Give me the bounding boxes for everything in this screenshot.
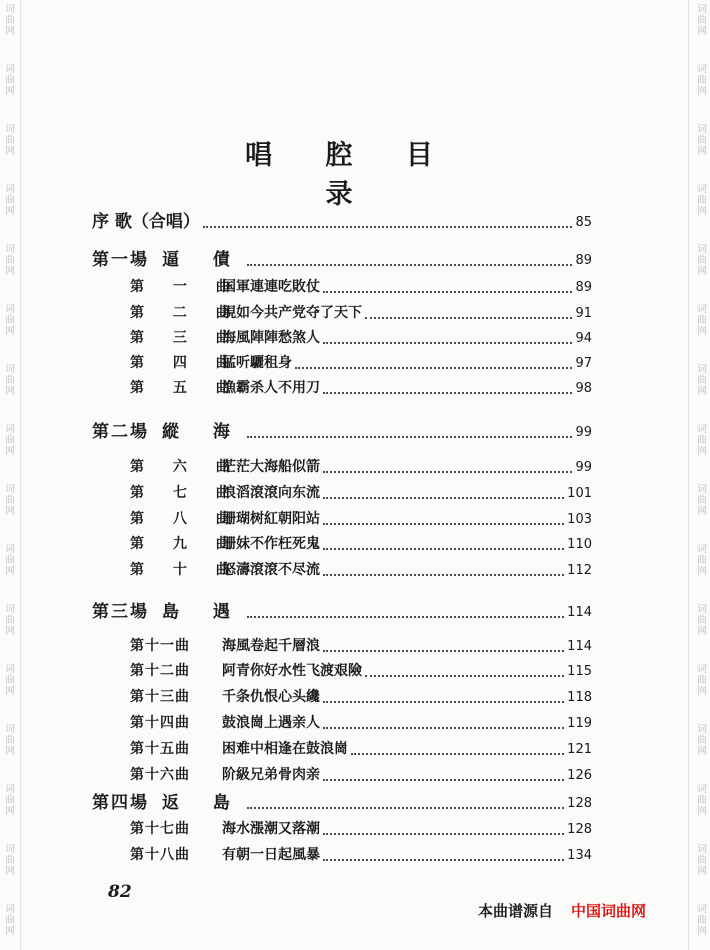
watermark-glyph: 网 bbox=[5, 386, 15, 397]
watermark-glyph: 网 bbox=[697, 86, 707, 97]
song-number: 第 六 曲 bbox=[130, 459, 242, 475]
watermark-glyph: 网 bbox=[697, 746, 707, 757]
watermark-glyph: 曲 bbox=[697, 615, 707, 626]
leader-dots bbox=[365, 675, 564, 677]
watermark-glyphs bbox=[2, 844, 18, 877]
watermark-glyph: 词 bbox=[697, 544, 707, 555]
song-title: 海風卷起千層浪 bbox=[222, 638, 320, 654]
song-title: 珊妹不作枉死鬼 bbox=[222, 536, 320, 552]
watermark-glyphs bbox=[2, 304, 18, 337]
watermark-glyph: 词 bbox=[5, 424, 15, 435]
watermark-glyph: 曲 bbox=[697, 75, 707, 86]
leader-dots bbox=[323, 523, 564, 525]
toc-scene-1 bbox=[92, 248, 592, 270]
watermark-glyphs bbox=[2, 604, 18, 637]
watermark-glyph: 词 bbox=[5, 4, 15, 15]
watermark-glyph: 词 bbox=[5, 184, 15, 195]
leader-dots bbox=[351, 753, 564, 755]
song-title: 国軍連連吃敗仗 bbox=[222, 279, 320, 295]
watermark-glyph: 网 bbox=[5, 866, 15, 877]
page-ref: 114 bbox=[567, 639, 592, 654]
watermark-glyph: 网 bbox=[697, 506, 707, 517]
page-ref: 134 bbox=[567, 848, 592, 863]
leader-dots bbox=[247, 264, 573, 266]
watermark-glyphs bbox=[694, 544, 710, 577]
leader-dots bbox=[323, 833, 564, 835]
watermark-glyph: 曲 bbox=[5, 555, 15, 566]
song-number: 第 四 曲 bbox=[130, 355, 242, 371]
watermark-glyphs bbox=[2, 424, 18, 457]
watermark-glyph: 曲 bbox=[697, 855, 707, 866]
scene-name: 島 遇 bbox=[162, 602, 244, 622]
page-ref: 99 bbox=[575, 460, 592, 475]
toc-song bbox=[130, 376, 592, 398]
song-number: 第 三 曲 bbox=[130, 330, 242, 346]
leader-dots bbox=[323, 291, 572, 293]
song-number: 第 八 曲 bbox=[130, 511, 242, 527]
song-title: 現如今共产党夺了天下 bbox=[222, 305, 362, 321]
watermark-glyph: 曲 bbox=[5, 675, 15, 686]
song-title: 浪滔滾滾向东流 bbox=[222, 485, 320, 501]
leader-dots bbox=[323, 471, 572, 473]
watermark-glyph: 词 bbox=[5, 844, 15, 855]
song-number: 第 一 曲 bbox=[130, 279, 242, 295]
toc-entry-prelude bbox=[92, 210, 592, 232]
watermark-glyph: 词 bbox=[697, 424, 707, 435]
right-margin-line bbox=[688, 0, 689, 950]
page-ref: 119 bbox=[567, 716, 592, 731]
page-ref: 115 bbox=[567, 664, 592, 679]
leader-dots bbox=[365, 317, 572, 319]
watermark-glyphs bbox=[694, 64, 710, 97]
page-ref: 97 bbox=[575, 356, 592, 371]
toc-scene-2 bbox=[92, 420, 592, 442]
watermark-glyphs bbox=[694, 784, 710, 817]
watermark-glyph: 网 bbox=[5, 926, 15, 937]
toc-song bbox=[130, 817, 592, 839]
watermark-glyph: 词 bbox=[697, 184, 707, 195]
watermark-glyph: 词 bbox=[5, 724, 15, 735]
leader-dots bbox=[323, 727, 564, 729]
song-title: 鼓浪崗上遇亲人 bbox=[222, 715, 320, 731]
watermark-glyph: 曲 bbox=[697, 435, 707, 446]
page-ref: 118 bbox=[567, 690, 592, 705]
watermark-glyphs bbox=[2, 184, 18, 217]
watermark-glyph: 网 bbox=[697, 206, 707, 217]
watermark-glyph: 词 bbox=[697, 304, 707, 315]
watermark-glyph: 网 bbox=[5, 746, 15, 757]
toc-song bbox=[130, 275, 592, 297]
page-ref: 89 bbox=[575, 253, 592, 268]
page-ref: 114 bbox=[567, 605, 592, 620]
watermark-glyphs bbox=[2, 544, 18, 577]
song-number: 第 十 曲 bbox=[130, 562, 242, 578]
page-ref: 128 bbox=[567, 796, 592, 811]
toc-scene-4 bbox=[92, 791, 592, 813]
watermark-glyph: 词 bbox=[697, 904, 707, 915]
watermark-glyphs bbox=[694, 844, 710, 877]
toc-scene-3 bbox=[92, 600, 592, 622]
leader-dots bbox=[323, 701, 564, 703]
watermark-glyph: 网 bbox=[697, 926, 707, 937]
right-watermark-column bbox=[694, 0, 710, 950]
scene-name: 縱 海 bbox=[162, 422, 244, 442]
watermark-glyphs bbox=[2, 904, 18, 937]
watermark-glyph: 曲 bbox=[697, 375, 707, 386]
left-watermark-column bbox=[2, 0, 18, 950]
page-ref: 91 bbox=[575, 306, 592, 321]
watermark-glyph: 词 bbox=[697, 64, 707, 75]
footer-credit bbox=[478, 900, 646, 921]
watermark-glyph: 词 bbox=[697, 664, 707, 675]
watermark-glyph: 网 bbox=[5, 326, 15, 337]
watermark-glyph: 词 bbox=[5, 64, 15, 75]
watermark-glyphs bbox=[694, 184, 710, 217]
watermark-glyph: 网 bbox=[697, 386, 707, 397]
leader-dots bbox=[323, 342, 572, 344]
watermark-glyph: 网 bbox=[5, 566, 15, 577]
song-number: 第十二曲 bbox=[130, 663, 190, 679]
watermark-glyph: 词 bbox=[5, 784, 15, 795]
watermark-glyphs bbox=[694, 904, 710, 937]
watermark-glyph: 词 bbox=[697, 604, 707, 615]
watermark-glyphs bbox=[2, 4, 18, 37]
scene-number: 第四場 bbox=[92, 793, 149, 813]
leader-dots bbox=[323, 779, 564, 781]
page-ref: 89 bbox=[575, 280, 592, 295]
toc-song bbox=[130, 301, 592, 323]
page-ref: 99 bbox=[575, 425, 592, 440]
scene-name: 逼 債 bbox=[162, 250, 244, 270]
page-ref: 94 bbox=[575, 331, 592, 346]
watermark-glyph: 网 bbox=[697, 326, 707, 337]
song-title: 茫茫大海船似箭 bbox=[222, 459, 320, 475]
watermark-glyphs bbox=[694, 304, 710, 337]
watermark-glyphs bbox=[694, 124, 710, 157]
watermark-glyph: 词 bbox=[697, 4, 707, 15]
watermark-glyph: 词 bbox=[5, 304, 15, 315]
leader-dots bbox=[247, 616, 564, 618]
toc-song bbox=[130, 737, 592, 759]
watermark-glyph: 曲 bbox=[697, 915, 707, 926]
toc-song bbox=[130, 558, 592, 580]
toc-song bbox=[130, 634, 592, 656]
watermark-glyphs bbox=[2, 124, 18, 157]
scene-number: 第一場 bbox=[92, 250, 149, 270]
song-number: 第 七 曲 bbox=[130, 485, 242, 501]
song-number: 第十三曲 bbox=[130, 689, 190, 705]
scene-number: 第二場 bbox=[92, 422, 149, 442]
watermark-glyph: 网 bbox=[5, 626, 15, 637]
watermark-glyph: 网 bbox=[5, 686, 15, 697]
watermark-glyph: 词 bbox=[5, 484, 15, 495]
song-number: 第 九 曲 bbox=[130, 536, 242, 552]
song-number: 第十八曲 bbox=[130, 847, 190, 863]
watermark-glyph: 曲 bbox=[697, 15, 707, 26]
song-number: 第 二 曲 bbox=[130, 305, 242, 321]
leader-dots bbox=[323, 859, 564, 861]
page-ref: 98 bbox=[575, 381, 592, 396]
watermark-glyph: 曲 bbox=[5, 255, 15, 266]
watermark-glyph: 词 bbox=[697, 484, 707, 495]
song-title: 海風陣陣愁煞人 bbox=[222, 330, 320, 346]
watermark-glyphs bbox=[694, 424, 710, 457]
watermark-glyph: 曲 bbox=[5, 915, 15, 926]
watermark-glyph: 曲 bbox=[5, 795, 15, 806]
left-margin-line bbox=[20, 0, 21, 950]
watermark-glyphs bbox=[694, 4, 710, 37]
page-ref: 112 bbox=[567, 563, 592, 578]
watermark-glyph: 词 bbox=[697, 724, 707, 735]
watermark-glyphs bbox=[694, 244, 710, 277]
watermark-glyph: 曲 bbox=[697, 555, 707, 566]
watermark-glyph: 曲 bbox=[5, 735, 15, 746]
toc-song bbox=[130, 659, 592, 681]
watermark-glyphs bbox=[694, 364, 710, 397]
watermark-glyph: 曲 bbox=[697, 255, 707, 266]
watermark-glyph: 曲 bbox=[5, 375, 15, 386]
watermark-glyph: 曲 bbox=[5, 615, 15, 626]
song-number: 第 五 曲 bbox=[130, 380, 242, 396]
toc-song bbox=[130, 351, 592, 373]
watermark-glyph: 曲 bbox=[5, 135, 15, 146]
watermark-glyph: 词 bbox=[5, 904, 15, 915]
song-number: 第十四曲 bbox=[130, 715, 190, 731]
page-ref: 85 bbox=[575, 215, 592, 230]
song-title: 阿青你好水性飞渡艰險 bbox=[222, 663, 362, 679]
watermark-glyph: 词 bbox=[5, 244, 15, 255]
watermark-glyph: 曲 bbox=[5, 855, 15, 866]
watermark-glyph: 网 bbox=[697, 866, 707, 877]
song-number: 第十七曲 bbox=[130, 821, 190, 837]
song-title: 有朝一日起風暴 bbox=[222, 847, 320, 863]
song-title: 珊瑚树紅朝阳站 bbox=[222, 511, 320, 527]
watermark-glyph: 曲 bbox=[5, 195, 15, 206]
watermark-glyph: 曲 bbox=[5, 15, 15, 26]
watermark-glyph: 曲 bbox=[5, 495, 15, 506]
watermark-glyphs bbox=[694, 604, 710, 637]
watermark-glyph: 词 bbox=[697, 844, 707, 855]
watermark-glyph: 网 bbox=[697, 566, 707, 577]
toc-song bbox=[130, 763, 592, 785]
scene-name: 返 島 bbox=[162, 793, 244, 813]
watermark-glyph: 词 bbox=[697, 364, 707, 375]
page-ref: 110 bbox=[567, 537, 592, 552]
page-ref: 121 bbox=[567, 742, 592, 757]
watermark-glyph: 网 bbox=[5, 86, 15, 97]
toc-song bbox=[130, 455, 592, 477]
watermark-glyph: 词 bbox=[697, 784, 707, 795]
watermark-glyph: 曲 bbox=[697, 735, 707, 746]
watermark-glyph: 网 bbox=[5, 806, 15, 817]
song-number: 第十五曲 bbox=[130, 741, 190, 757]
toc-song bbox=[130, 507, 592, 529]
watermark-glyph: 曲 bbox=[697, 315, 707, 326]
watermark-glyph: 网 bbox=[697, 686, 707, 697]
page-ref: 128 bbox=[567, 822, 592, 837]
toc-song bbox=[130, 843, 592, 865]
song-number: 第十一曲 bbox=[130, 638, 190, 654]
leader-dots bbox=[323, 392, 572, 394]
toc-song bbox=[130, 532, 592, 554]
watermark-glyph: 词 bbox=[5, 604, 15, 615]
watermark-glyph: 词 bbox=[5, 664, 15, 675]
prelude-label: 序 歌（合唱） bbox=[92, 212, 200, 232]
leader-dots bbox=[247, 807, 564, 809]
toc-song bbox=[130, 711, 592, 733]
page-ref: 103 bbox=[567, 512, 592, 527]
site-name-link[interactable]: 中国词曲网 bbox=[571, 902, 647, 920]
leader-dots bbox=[295, 367, 572, 369]
leader-dots bbox=[323, 650, 564, 652]
song-title: 千条仇恨心头纔 bbox=[222, 689, 320, 705]
watermark-glyph: 网 bbox=[697, 446, 707, 457]
toc-song bbox=[130, 481, 592, 503]
watermark-glyph: 网 bbox=[5, 506, 15, 517]
source-label: 本曲谱源自 bbox=[478, 902, 554, 920]
watermark-glyph: 网 bbox=[5, 146, 15, 157]
watermark-glyph: 网 bbox=[5, 206, 15, 217]
watermark-glyph: 网 bbox=[5, 26, 15, 37]
song-title: 困难中相逢在鼓浪崗 bbox=[222, 741, 348, 757]
toc-song bbox=[130, 326, 592, 348]
leader-dots bbox=[247, 436, 573, 438]
song-title: 阶級兄弟骨肉亲 bbox=[222, 767, 320, 783]
watermark-glyph: 曲 bbox=[697, 195, 707, 206]
watermark-glyphs bbox=[694, 724, 710, 757]
watermark-glyphs bbox=[2, 64, 18, 97]
watermark-glyphs bbox=[694, 664, 710, 697]
leader-dots bbox=[203, 226, 573, 228]
watermark-glyphs bbox=[2, 364, 18, 397]
toc-song bbox=[130, 685, 592, 707]
watermark-glyphs bbox=[2, 664, 18, 697]
page-title: 唱 腔 目 录 bbox=[245, 140, 455, 210]
watermark-glyph: 曲 bbox=[697, 135, 707, 146]
watermark-glyph: 曲 bbox=[697, 495, 707, 506]
watermark-glyphs bbox=[2, 724, 18, 757]
watermark-glyph: 曲 bbox=[5, 315, 15, 326]
watermark-glyphs bbox=[694, 484, 710, 517]
watermark-glyph: 词 bbox=[5, 124, 15, 135]
watermark-glyphs bbox=[2, 784, 18, 817]
watermark-glyph: 网 bbox=[697, 26, 707, 37]
watermark-glyph: 曲 bbox=[5, 435, 15, 446]
watermark-glyph: 网 bbox=[5, 446, 15, 457]
song-title: 海水漲潮又落潮 bbox=[222, 821, 320, 837]
song-title: 漁霸杀人不用刀 bbox=[222, 380, 320, 396]
watermark-glyph: 网 bbox=[5, 266, 15, 277]
page-ref: 101 bbox=[567, 486, 592, 501]
watermark-glyph: 词 bbox=[697, 124, 707, 135]
watermark-glyph: 曲 bbox=[5, 75, 15, 86]
page-number: 82 bbox=[108, 882, 132, 902]
watermark-glyph: 词 bbox=[5, 364, 15, 375]
page-ref: 126 bbox=[567, 768, 592, 783]
watermark-glyphs bbox=[2, 484, 18, 517]
scene-number: 第三場 bbox=[92, 602, 149, 622]
watermark-glyph: 网 bbox=[697, 626, 707, 637]
song-title: 怒濤滾滾不尽流 bbox=[222, 562, 320, 578]
watermark-glyph: 网 bbox=[697, 146, 707, 157]
watermark-glyph: 词 bbox=[697, 244, 707, 255]
watermark-glyph: 曲 bbox=[697, 675, 707, 686]
leader-dots bbox=[323, 574, 564, 576]
watermark-glyphs bbox=[2, 244, 18, 277]
watermark-glyph: 网 bbox=[697, 266, 707, 277]
leader-dots bbox=[323, 548, 564, 550]
song-title: 猛听驪租身 bbox=[222, 355, 292, 371]
song-number: 第十六曲 bbox=[130, 767, 190, 783]
watermark-glyph: 词 bbox=[5, 544, 15, 555]
leader-dots bbox=[323, 497, 564, 499]
watermark-glyph: 网 bbox=[697, 806, 707, 817]
watermark-glyph: 曲 bbox=[697, 795, 707, 806]
